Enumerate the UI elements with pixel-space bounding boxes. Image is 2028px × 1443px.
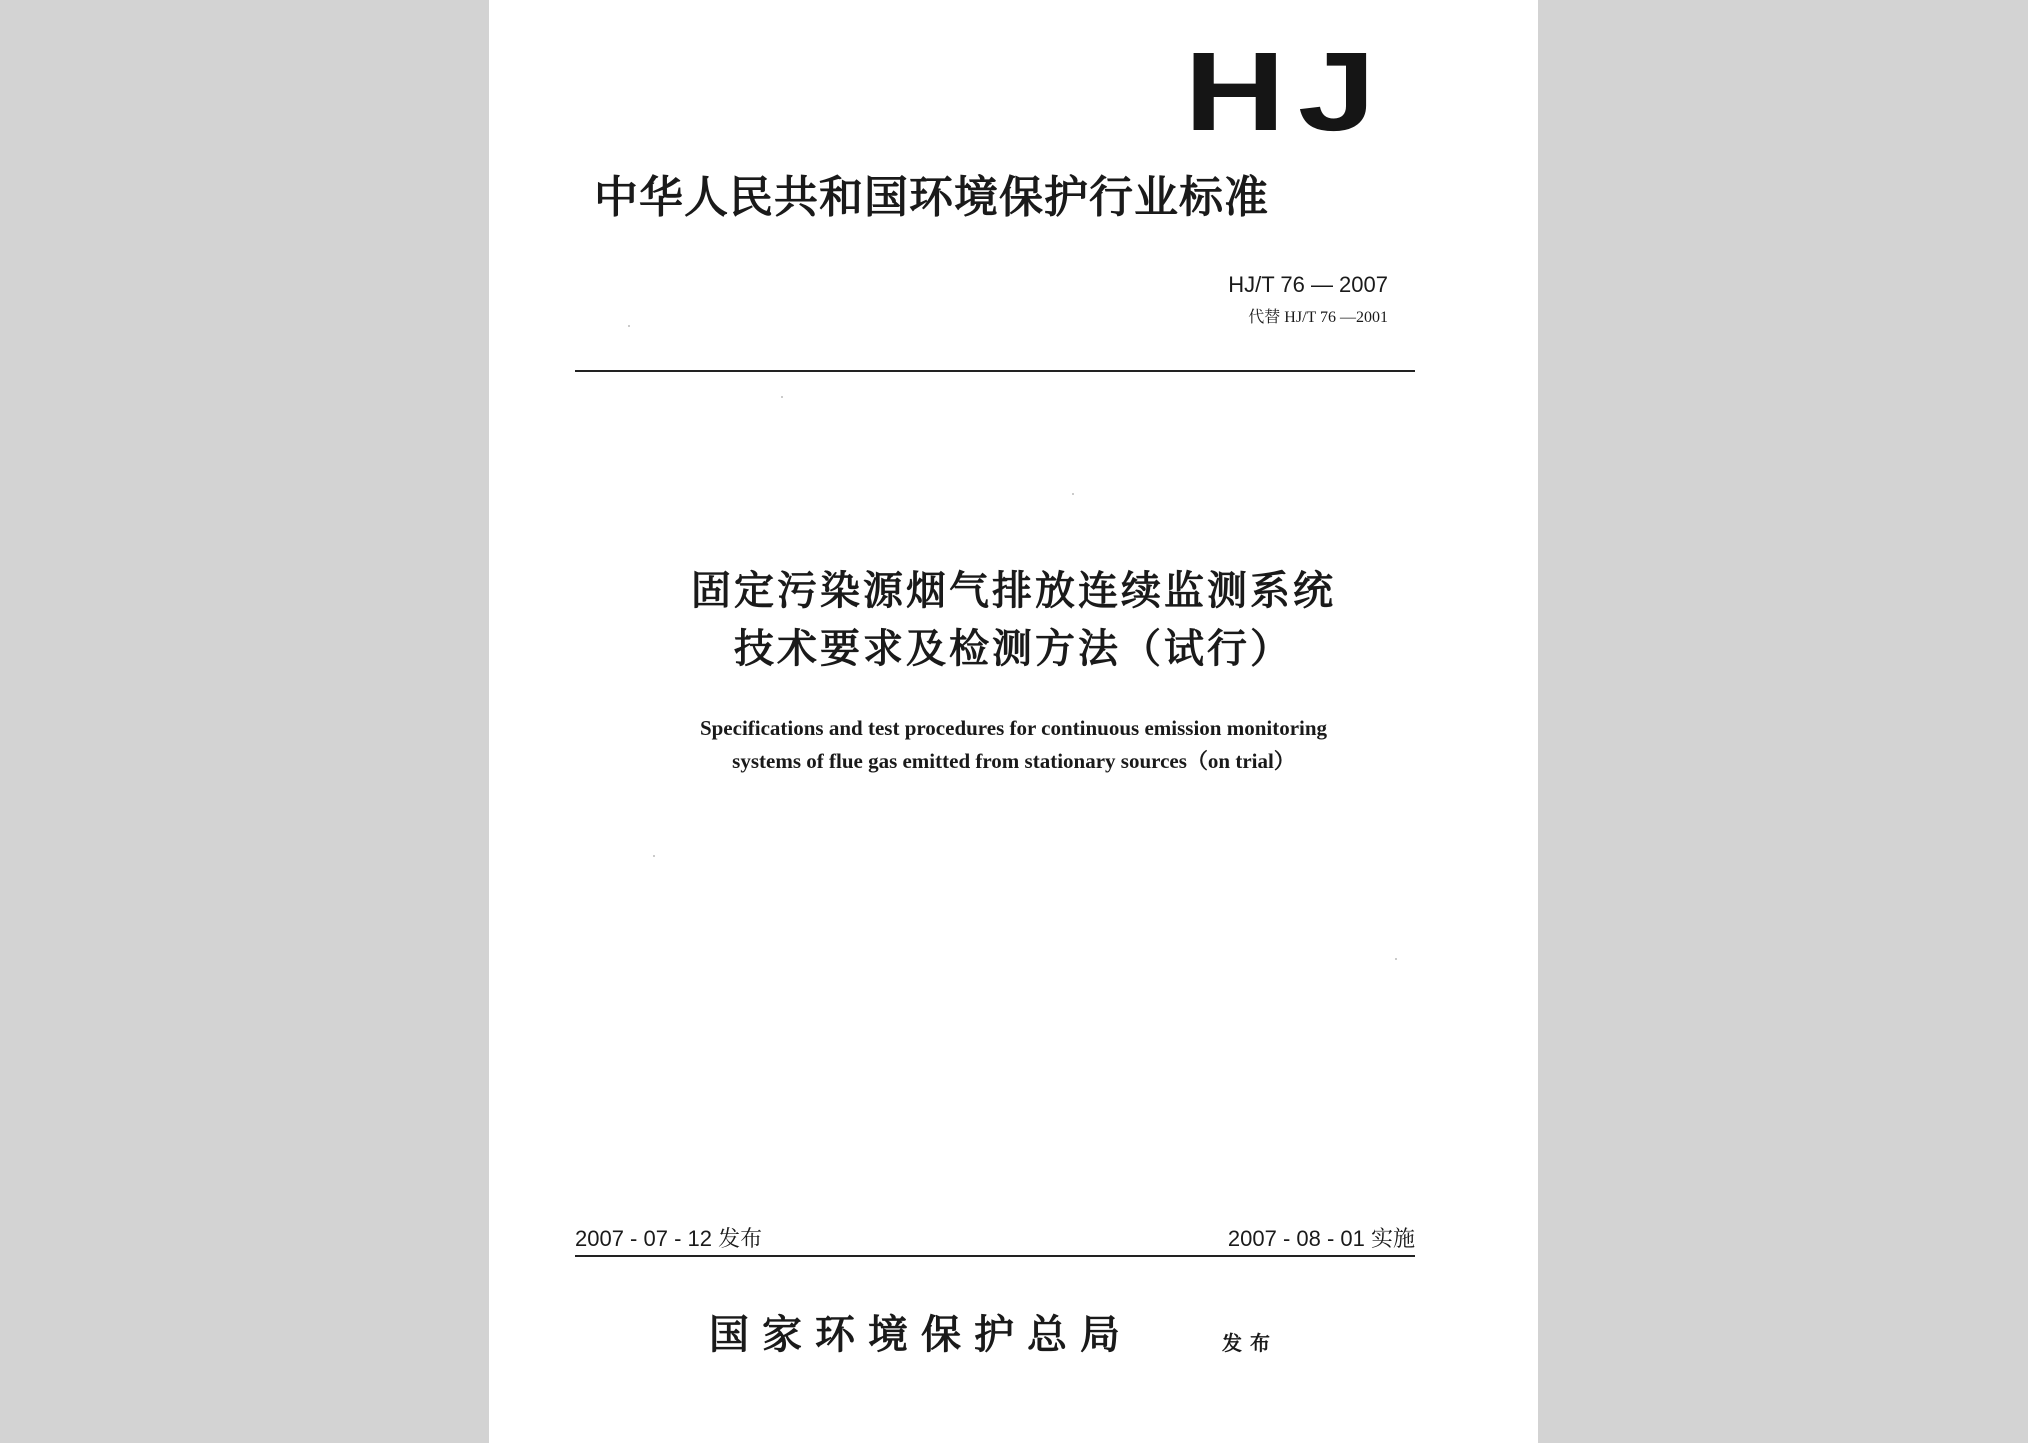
title-zh-line2: 技术要求及检测方法（试行） — [734, 626, 1293, 672]
title-zh-line1: 固定污染源烟气排放连续监测系统 — [691, 568, 1336, 614]
scan-speck — [628, 325, 630, 327]
title-en-line2: systems of flue gas emitted from stationary sources（on trial） — [732, 749, 1295, 773]
replaces-standard: 代替 HJ/T 76 —2001 — [1248, 309, 1388, 326]
org-title: 中华人民共和国环境保护行业标准 — [594, 172, 1269, 223]
scan-speck — [1072, 493, 1074, 495]
header-divider — [575, 370, 1415, 372]
footer-divider — [575, 1255, 1415, 1257]
effective-date: 2007 - 08 - 01 实施 — [1227, 1226, 1415, 1251]
scan-speck — [653, 855, 655, 857]
title-en-line1: Specifications and test procedures for continuous emission monitoring — [699, 716, 1328, 740]
publisher-name: 国家环境保护总局 — [709, 1312, 1133, 1358]
scan-speck — [781, 396, 783, 398]
hj-logo: HJ — [1184, 29, 1388, 154]
scan-speck — [1395, 958, 1397, 960]
document-page — [489, 0, 1538, 1443]
issue-date: 2007 - 07 - 12 发布 — [575, 1226, 763, 1251]
publish-label: 发布 — [1222, 1331, 1278, 1355]
standard-number: HJ/T 76 — 2007 — [1228, 272, 1388, 297]
